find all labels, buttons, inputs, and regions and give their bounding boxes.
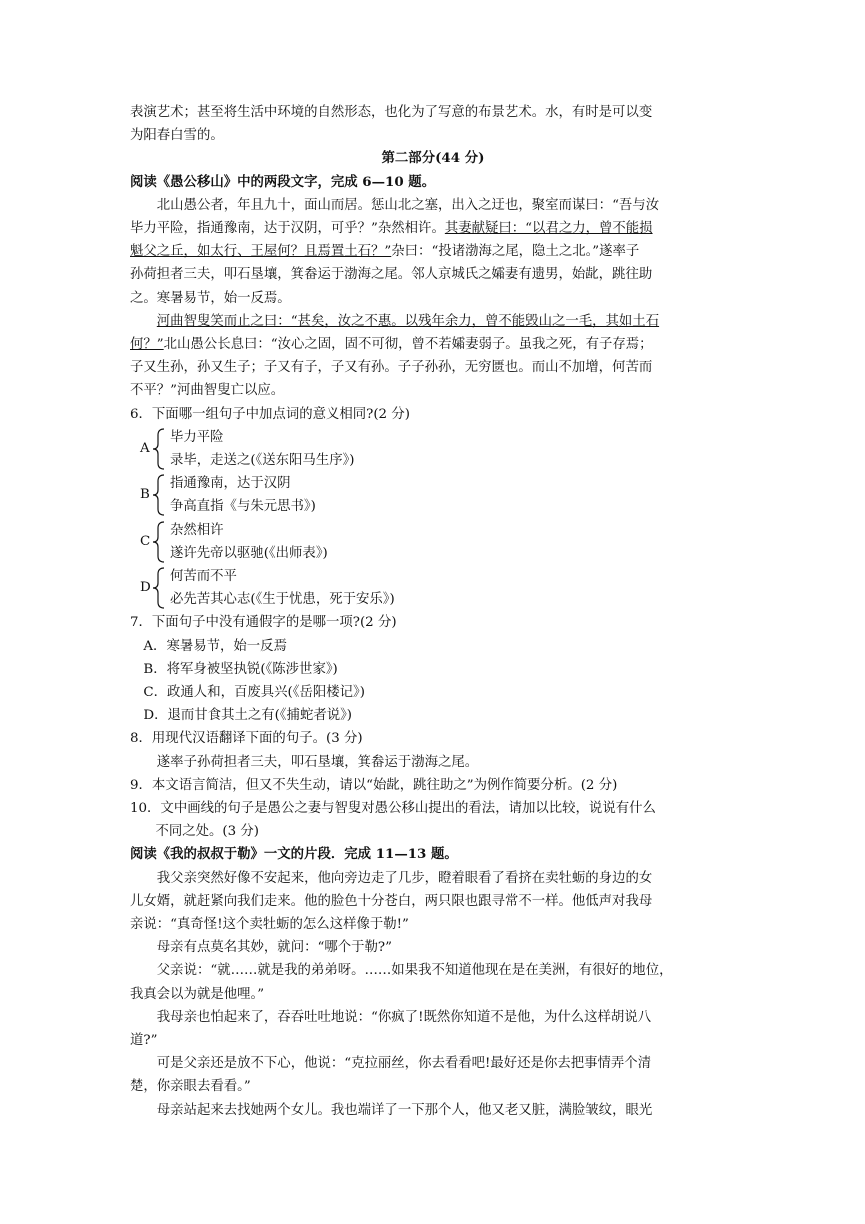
reading2-instruction: 阅读《我的叔叔于勒》一文的片段．完成 11—13 题。: [130, 846, 458, 863]
passage-line: 楚，你亲眼去看看。”: [130, 1079, 251, 1095]
underlined-sentence: 河曲智叟笑而止之曰：“甚矣，汝之不惠。以残年余力，曾不能毁山之一毛，其如土石: [156, 313, 660, 329]
option-line: 毕力平险: [170, 429, 224, 445]
option-letter: D: [140, 580, 151, 596]
option-line: 录毕，走送之(《送东阳马生序》): [170, 453, 355, 469]
question-6-stem: 6．下面哪一组句子中加点词的意义相同?(2 分): [130, 406, 410, 422]
reading1-instruction: 阅读《愚公移山》中的两段文字，完成 6—10 题。: [130, 173, 436, 190]
q8-sentence: 遂率子孙荷担者三夫，叩石垦壤，箕畚运于渤海之尾。: [156, 754, 479, 770]
q6-option-b: [130, 472, 736, 518]
option-line: 指通豫南，达于汉阴: [170, 476, 291, 492]
brace-icon: [151, 474, 165, 516]
text-line: [130, 240, 736, 263]
question-9-stem: 9．本文语言简洁，但又不失生动，请以“始龀，跳往助之”为例作简要分析。(2 分): [130, 777, 618, 793]
option-line: 遂许先帝以驱驰(《出师表》): [170, 545, 328, 561]
option-letter: A: [140, 440, 150, 456]
yugong-paragraph-2: [130, 310, 736, 403]
passage-line: 父亲说：“就……就是我的弟弟呀。……如果我不知道他现在是在美洲，有很好的地位，: [156, 963, 673, 979]
question-10-stem-cont: 不同之处。(3 分): [155, 824, 260, 840]
text-line: 北山愚公者，年且九十，面山而居。惩山北之塞，出入之迂也，聚室而谋曰：“吾与汝: [156, 197, 660, 213]
text-line: 之。寒暑易节，始一反焉。: [130, 290, 291, 306]
intro-line: 为阳春白雪的。: [130, 128, 224, 144]
brace-icon: [151, 428, 165, 470]
passage-line: 亲说：“真奇怪!这个卖牡蛎的怎么这样像于勒!”: [130, 917, 409, 933]
q7-option: B．将军身被坚执锐(《陈涉世家》): [143, 661, 338, 677]
question-10-stem: 10．文中画线的句子是愚公之妻与智叟对愚公移山提出的看法，请加以比较，说说有什么: [130, 801, 656, 817]
option-letter: C: [140, 533, 151, 549]
passage-line: 母亲有点莫名其妙，就问：“哪个于勒?”: [156, 940, 392, 956]
passage-line: 我母亲也怕起来了，吞吞吐吐地说：“你疯了!既然你知道不是他，为什么这样胡说八: [156, 1009, 652, 1025]
q7-option: D．退而甘食其土之有(《捕蛇者说》): [143, 708, 353, 724]
question-8-stem: 8．用现代汉语翻译下面的句子。(3 分): [130, 731, 363, 747]
underlined-sentence: 魁父之丘，如太行、王屋何？且焉置土石？”: [130, 244, 392, 260]
text-segment: 杂曰：“投诸渤海之尾，隐土之北。”遂率子: [391, 244, 640, 260]
underlined-sentence: 其妻献疑曰：“以君之力，曾不能损: [444, 221, 653, 237]
passage-line: 可是父亲还是放不下心，他说：“克拉丽丝，你去看看吧!最好还是你去把事情弄个清: [156, 1056, 652, 1072]
passage-line: 道?”: [130, 1033, 158, 1049]
exam-page: [130, 101, 736, 1122]
q7-option: C．政通人和，百废具兴(《岳阳楼记》): [143, 685, 365, 701]
passage-line: 母亲站起来去找她两个女儿。我也端详了一下那个人，他又老又脏，满脸皱纹，眼光: [156, 1102, 653, 1118]
option-line: 杂然相许: [170, 522, 224, 538]
option-line: 必先苦其心志(《生于忧患，死于安乐》): [170, 592, 395, 608]
q7-option: A．寒暑易节，始一反焉: [143, 638, 287, 654]
text-segment: 毕力平险，指通豫南，达于汉阴，可乎？”杂然相许。: [130, 221, 445, 237]
q6-option-d: [130, 565, 736, 611]
passage-line: 我父亲突然好像不安起来，他向旁边走了几步，瞪着眼看了看挤在卖牡蛎的身边的女: [156, 870, 653, 886]
question-7-stem: 7．下面句子中没有通假字的是哪一项?(2 分): [130, 615, 397, 631]
text-line: 子又生孙，孙又生子；子又有子，子又有孙。子子孙孙，无穷匮也。而山不加增，何苦而: [130, 360, 653, 376]
brace-icon: [151, 521, 165, 563]
intro-line: 表演艺术；甚至将生活中环境的自然形态，也化为了写意的布景艺术。水，有时是可以变: [130, 105, 653, 120]
text-line: [130, 333, 736, 356]
text-line: 孙荷担者三夫，叩石垦壤，箕畚运于渤海之尾。邻人京城氏之孀妻有遗男，始龀，跳往助: [130, 267, 653, 283]
reading2-passage: [130, 867, 736, 1122]
brace-icon: [151, 567, 165, 609]
text-line: [130, 217, 736, 240]
underlined-sentence: 何？”: [130, 337, 164, 353]
q6-option-c: [130, 519, 736, 565]
option-line: 何苦而不平: [170, 569, 237, 585]
passage-line: 我真会以为就是他哩。”: [130, 986, 265, 1002]
text-line: 不平？”河曲智叟亡以应。: [130, 383, 285, 399]
yugong-paragraph-1: [130, 194, 736, 310]
passage-line: 儿女婿，就赶紧向我们走来。他的脸色十分苍白，两只限也跟寻常不一样。他低声对我母: [130, 893, 653, 909]
text-segment: 北山愚公长息曰：“汝心之固，固不可彻，曾不若孀妻弱子。虽我之死，有子存焉；: [163, 337, 653, 353]
option-line: 争高直指《与朱元思书》): [170, 499, 316, 515]
q6-option-a: [130, 426, 736, 472]
section-title: 第二部分(44 分): [381, 150, 485, 167]
option-letter: B: [140, 487, 150, 503]
